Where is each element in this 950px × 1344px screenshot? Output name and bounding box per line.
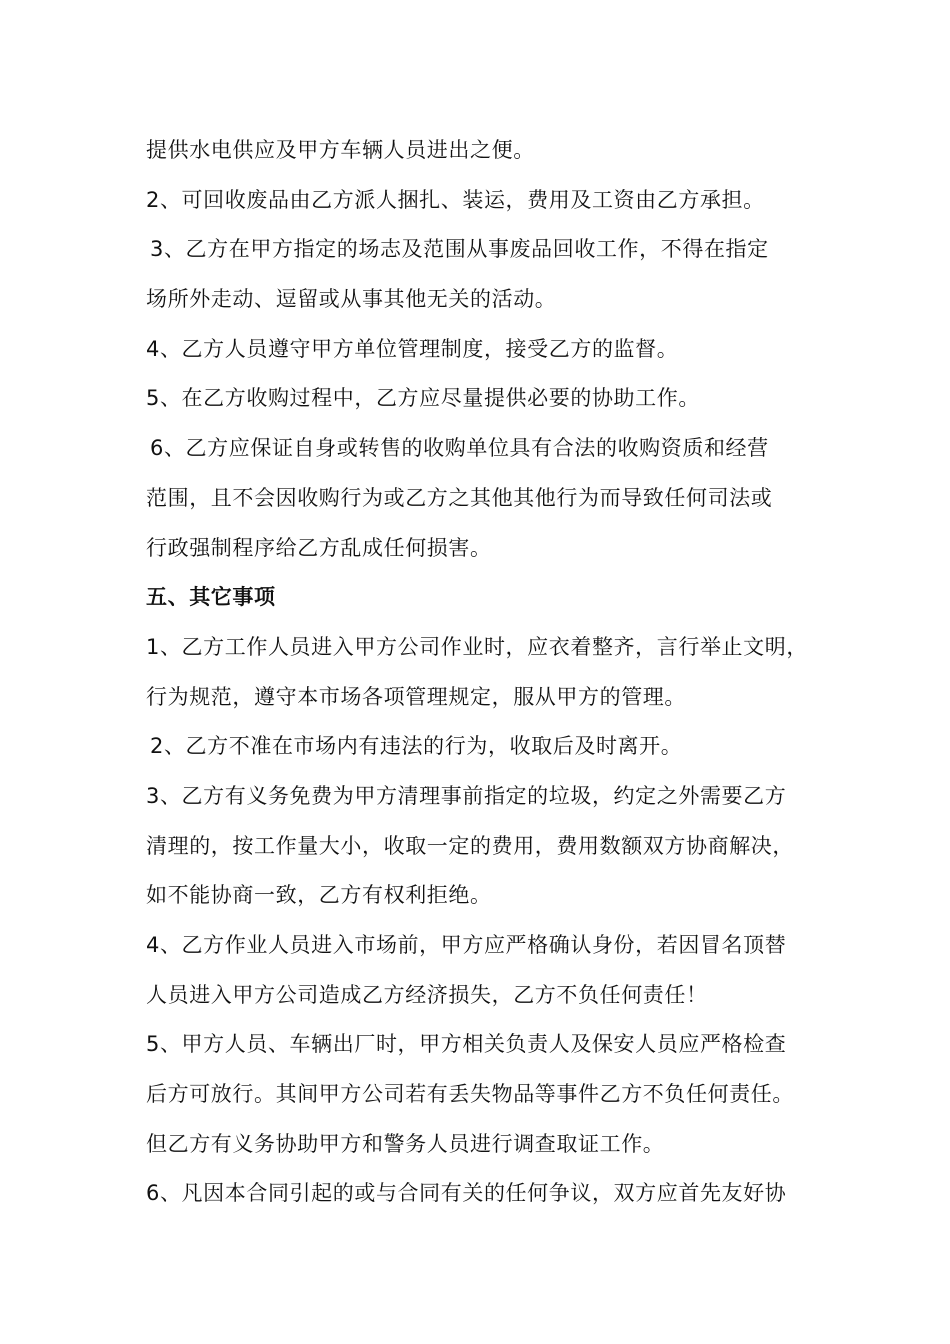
text-line: 3、乙方有义务免费为甲方清理事前指定的垃圾，约定之外需要乙方	[146, 783, 787, 808]
text-line: 行政强制程序给乙方乱成任何损害。	[146, 535, 492, 560]
text-line: 场所外走动、逗留或从事其他无关的活动。	[146, 287, 557, 312]
document-body	[146, 126, 836, 1219]
text-line: 提供水电供应及甲方车辆人员进出之便。	[146, 138, 535, 162]
text-line: 4、乙方人员遵守甲方单位管理制度，接受乙方的监督。	[146, 336, 679, 361]
text-line: 6、凡因本合同引起的或与合同有关的任何争议，双方应首先友好协	[146, 1181, 787, 1206]
text-line: 人员进入甲方公司造成乙方经济损失，乙方不负任何责任！	[146, 982, 708, 1007]
text-line: 如不能协商一致，乙方有权利拒绝。	[146, 883, 492, 908]
text-line: 2、乙方不准在市场内有违法的行为，收取后及时离开。	[150, 734, 683, 759]
section-heading: 五、其它事项	[146, 585, 276, 610]
text-line: 1、乙方工作人员进入甲方公司作业时，应衣着整齐，言行举止文明，	[146, 634, 808, 659]
text-line: 6、乙方应保证自身或转售的收购单位具有合法的收购资质和经营	[150, 436, 769, 461]
text-line: 2、可回收废品由乙方派人捆扎、装运，费用及工资由乙方承担。	[146, 187, 765, 212]
text-line: 4、乙方作业人员进入市场前，甲方应严格确认身份，若因冒名顶替	[146, 933, 787, 957]
text-line: 范围，且不会因收购行为或乙方之其他其他行为而导致任何司法或	[146, 485, 773, 510]
text-line: 3、乙方在甲方指定的场志及范围从事废品回收工作，不得在指定	[150, 237, 769, 262]
text-line: 行为规范，遵守本市场各项管理规定，服从甲方的管理。	[146, 684, 686, 709]
text-line: 但乙方有义务协助甲方和警务人员进行调查取证工作。	[146, 1131, 665, 1156]
text-line: 5、在乙方收购过程中，乙方应尽量提供必要的协助工作。	[146, 386, 700, 411]
text-line: 后方可放行。其间甲方公司若有丢失物品等事件乙方不负任何责任。	[146, 1082, 794, 1107]
text-line: 清理的，按工作量大小，收取一定的费用，费用数额双方协商解决，	[146, 833, 794, 858]
text-line: 5、甲方人员、车辆出厂时，甲方相关负责人及保安人员应严格检查	[146, 1032, 787, 1057]
